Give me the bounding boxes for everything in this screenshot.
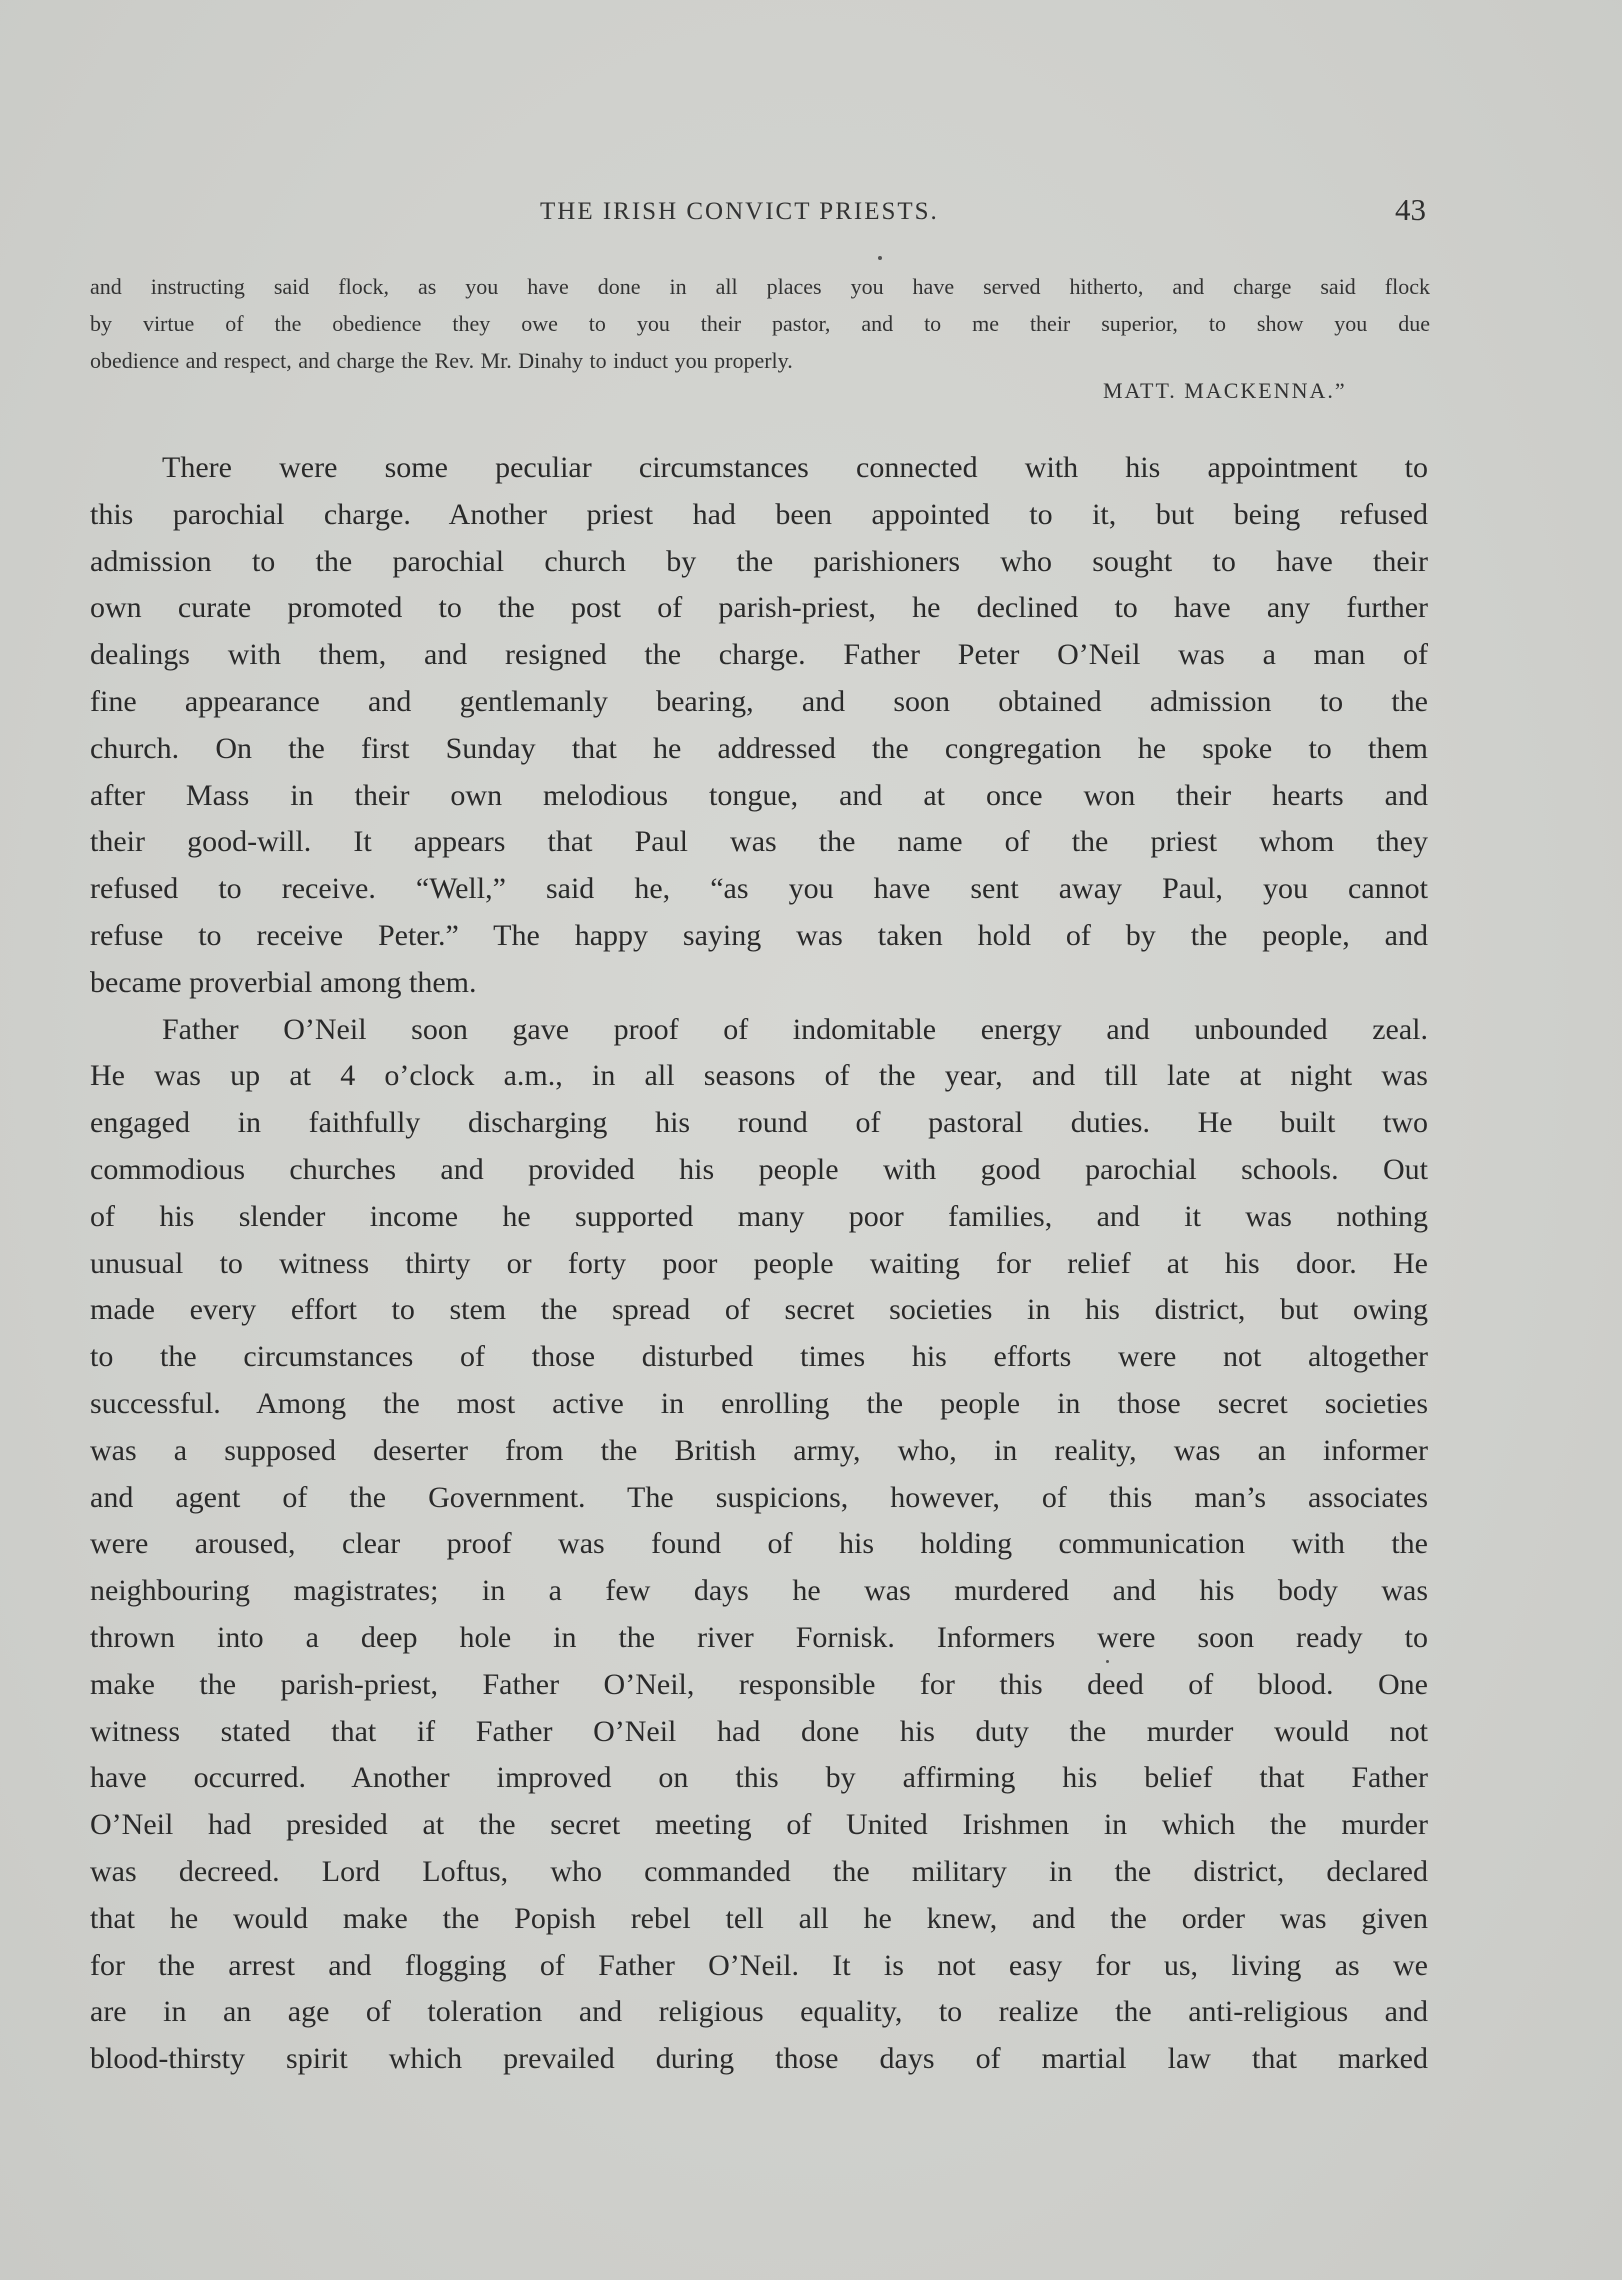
text-line: unusual to witness thirty or forty poor people waiting for relief at his door. He [90, 1246, 1428, 1280]
text-line: refused to receive. “Well,” said he, “as you have sent away Paul, you cannot [90, 872, 1428, 906]
text-line: make the parish-priest, Father O’Neil, responsible for this deed of blood. One [90, 1667, 1428, 1701]
text-line: are in an age of toleration and religious equality, to realize the anti-religious and [90, 1995, 1428, 2029]
quote-line: obedience and respect, and charge the Rev. Mr. Dinahy to induct you properly. [90, 348, 793, 373]
text-line: own curate promoted to the post of parish-priest, he declined to have any further [90, 591, 1428, 625]
text-line: neighbouring magistrates; in a few days he was murdered and his body was [90, 1574, 1428, 1608]
text-line: refuse to receive Peter.” The happy saying was taken hold of by the people, and [90, 918, 1428, 952]
text-line: commodious churches and provided his people with good parochial schools. Out [90, 1152, 1428, 1186]
text-line: was a supposed deserter from the British army, who, in reality, was an informer [90, 1433, 1428, 1467]
text-line: this parochial charge. Another priest had been appointed to it, but being refused [90, 497, 1428, 531]
text-line: after Mass in their own melodious tongue, and at once won their hearts and [90, 778, 1428, 812]
text-line: made every effort to stem the spread of secret societies in his district, but owing [90, 1293, 1428, 1327]
text-line: He was up at 4 o’clock a.m., in all seasons of the year, and till late at night was [90, 1059, 1428, 1093]
text-line: engaged in faithfully discharging his round of pastoral duties. He built two [90, 1106, 1428, 1140]
text-line: admission to the parochial church by the parishioners who sought to have their [90, 544, 1428, 578]
text-line: thrown into a deep hole in the river Fornisk. Informers were soon ready to [90, 1620, 1428, 1654]
body-text [90, 445, 1428, 2083]
text-line: Father O’Neil soon gave proof of indomitable energy and unbounded zeal. [162, 1012, 1428, 1046]
letter-signature: MATT. MACKENNA.” [1103, 378, 1347, 403]
text-line: fine appearance and gentlemanly bearing, and soon obtained admission to the [90, 684, 1428, 718]
text-line: blood-thirsty spirit which prevailed during those days of martial law that marked [90, 2042, 1428, 2076]
text-line: to the circumstances of those disturbed times his efforts were not altogether [90, 1340, 1428, 1374]
letter-quote [90, 268, 1430, 379]
text-line: were aroused, clear proof was found of his holding communication with the [90, 1527, 1428, 1561]
quote-line: by virtue of the obedience they owe to you their pastor, and to me their superior, to show you due [90, 311, 1430, 336]
text-line: was decreed. Lord Loftus, who commanded the military in the district, declared [90, 1854, 1428, 1888]
text-line: for the arrest and flogging of Father O’Neil. It is not easy for us, living as we [90, 1948, 1428, 1982]
quote-line: and instructing said flock, as you have done in all places you have served hitherto, and charge said flock [90, 274, 1430, 299]
text-line: and agent of the Government. The suspicions, however, of this man’s associates [90, 1480, 1428, 1514]
text-line: witness stated that if Father O’Neil had done his duty the murder would not [90, 1714, 1428, 1748]
text-line: became proverbial among them. [90, 965, 477, 999]
page-number: 43 [1395, 192, 1426, 227]
text-line: dealings with them, and resigned the charge. Father Peter O’Neil was a man of [90, 638, 1428, 672]
text-line: that he would make the Popish rebel tell all he knew, and the order was given [90, 1901, 1428, 1935]
print-speck [1106, 1660, 1109, 1663]
text-line: have occurred. Another improved on this by affirming his belief that Father [90, 1761, 1428, 1795]
print-speck [878, 256, 882, 260]
text-line: church. On the first Sunday that he addressed the congregation he spoke to them [90, 731, 1428, 765]
text-line: O’Neil had presided at the secret meeting of United Irishmen in which the murder [90, 1808, 1428, 1842]
running-title: THE IRISH CONVICT PRIESTS. [540, 198, 939, 225]
text-line: their good-will. It appears that Paul was the name of the priest whom they [90, 825, 1428, 859]
text-line: successful. Among the most active in enrolling the people in those secret societies [90, 1386, 1428, 1420]
text-line: There were some peculiar circumstances connected with his appointment to [162, 451, 1428, 484]
text-line: of his slender income he supported many poor families, and it was nothing [90, 1199, 1428, 1233]
